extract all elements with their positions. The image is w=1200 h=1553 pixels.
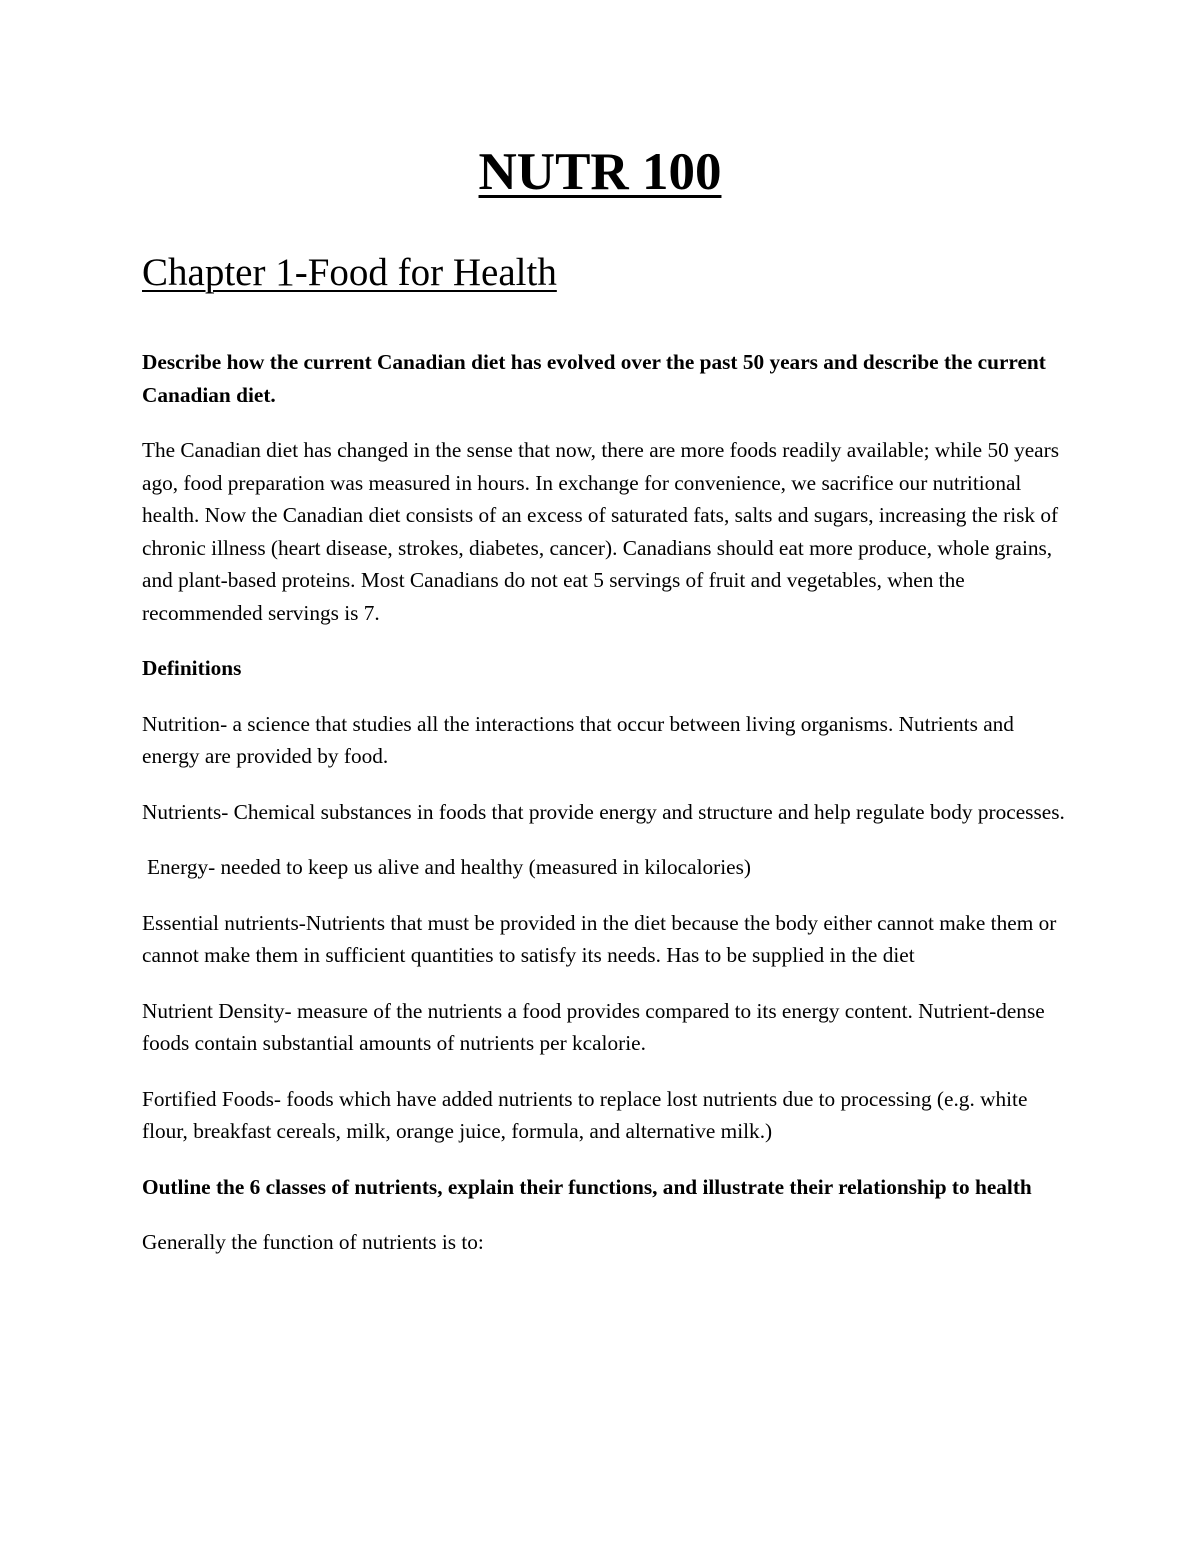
answer-canadian-diet: The Canadian diet has changed in the sense that now, there are more foods readily available; while 50 years ago, food preparation was measured in hours. In exchange for convenience, we sacrifice our nutritional health. Now the Canadian diet consists of an excess of saturated fats, salts and sugars, increasing the risk of chronic illness (heart disease, strokes, diabetes, cancer). Canadians should eat more produce, whole grains, and plant-based proteins. Most Canadians do not eat 5 servings of fruit and vegetables, when the recommended servings is 7. — [142, 438, 1060, 625]
document-title: NUTR 100 — [478, 143, 722, 201]
definition-nutrients: Nutrients- Chemical substances in foods that provide energy and structure and help regulate body processes. — [142, 799, 1065, 824]
nutrient-function-intro: Generally the function of nutrients is to: — [142, 1230, 484, 1254]
definition-energy: Energy- needed to keep us alive and healthy (measured in kilocalories) — [147, 855, 751, 879]
definition-fortified-foods: Fortified Foods- foods which have added nutrients to replace lost nutrients due to processing (e.g. white flour, breakfast cereals, milk, orange juice, formula, and alternative milk.) — [142, 1086, 1028, 1143]
question-heading-canadian-diet: Describe how the current Canadian diet has evolved over the past 50 years and describe the current Canadian diet. — [142, 350, 1046, 407]
definitions-heading: Definitions — [142, 656, 242, 680]
definition-nutrient-density: Nutrient Density- measure of the nutrients a food provides compared to its energy content. Nutrient-dense foods contain substantial amounts of nutrients per kcalorie. — [142, 998, 1045, 1055]
chapter-title: Chapter 1-Food for Health — [142, 251, 557, 294]
definition-nutrition: Nutrition- a science that studies all the interactions that occur between living organisms. Nutrients and energy are provided by food. — [142, 711, 1014, 768]
question-heading-nutrient-classes: Outline the 6 classes of nutrients, explain their functions, and illustrate their relationship to health — [142, 1174, 1032, 1199]
definition-essential-nutrients: Essential nutrients-Nutrients that must be provided in the diet because the body either cannot make them or cannot make them in sufficient quantities to satisfy its needs. Has to be supplied in the diet — [142, 910, 1057, 967]
document-body — [142, 346, 1072, 1282]
